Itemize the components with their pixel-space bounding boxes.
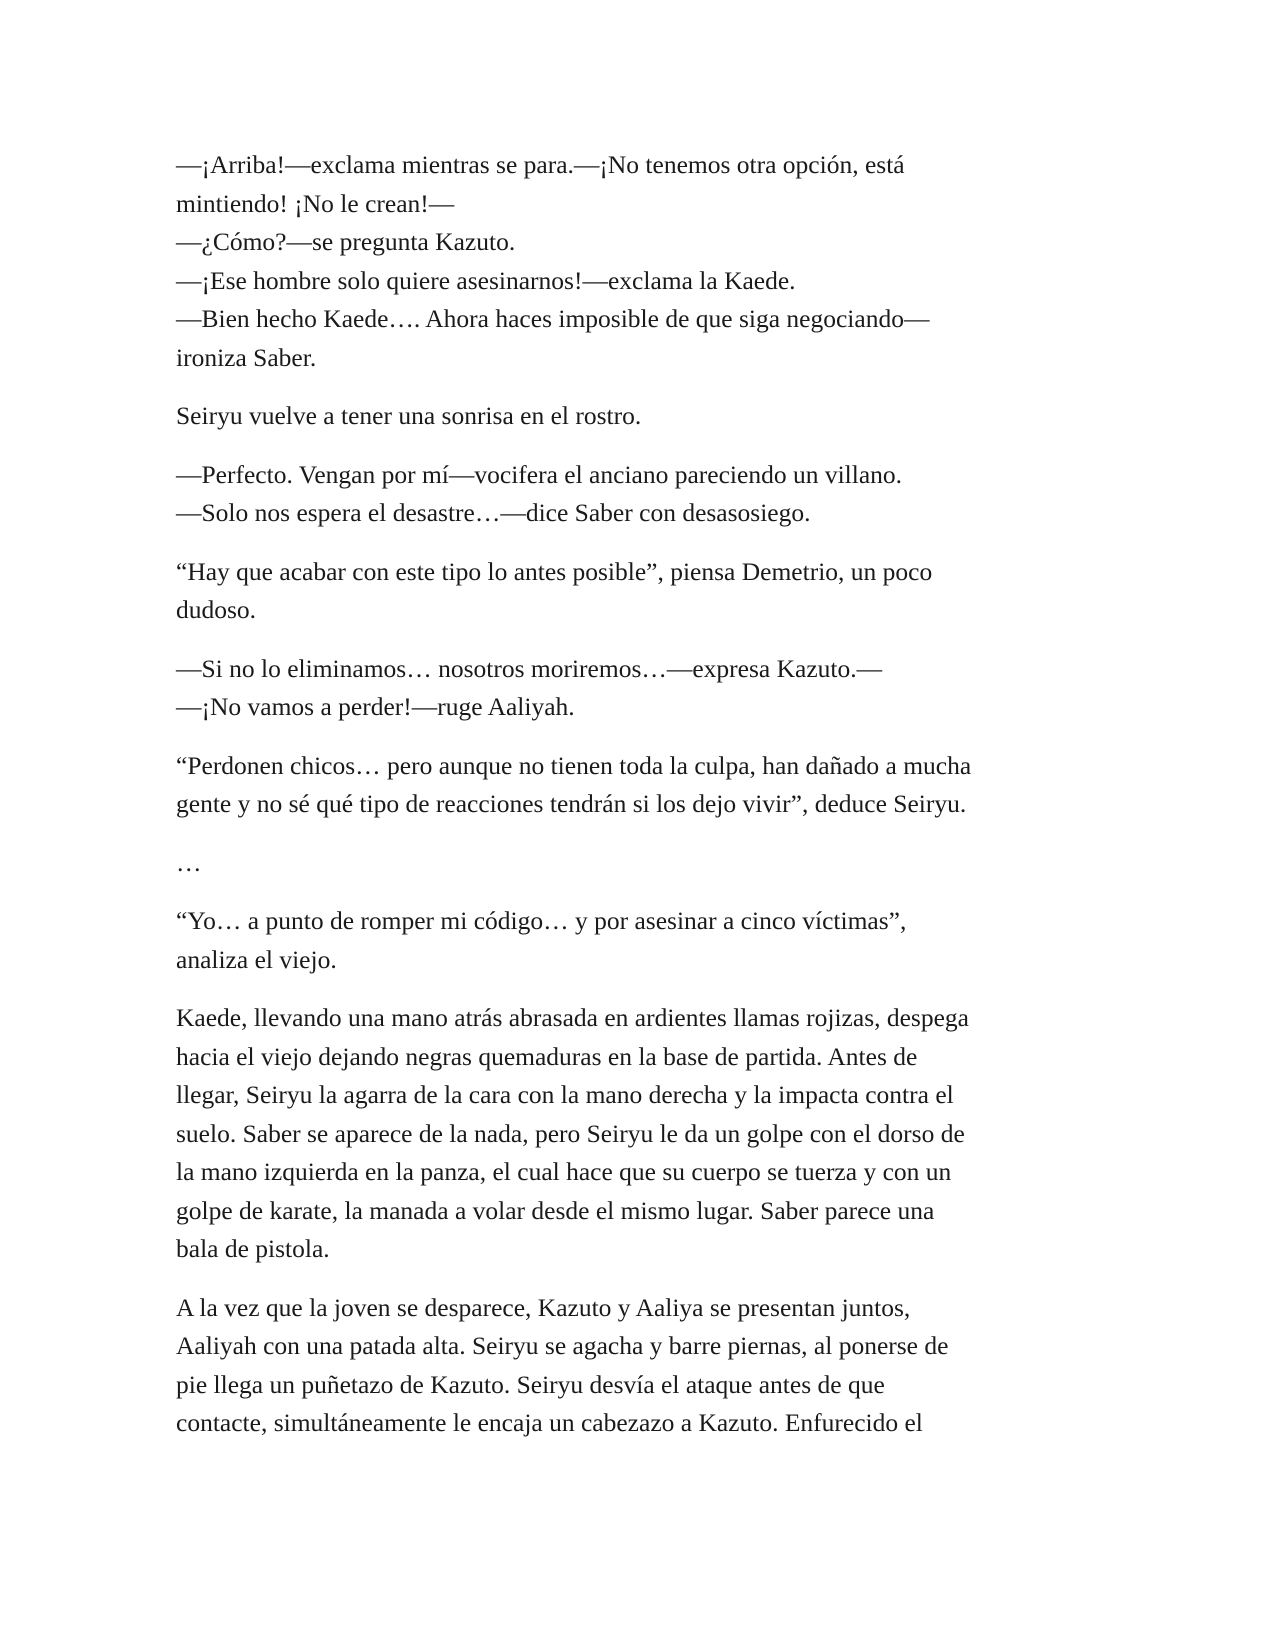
text-line: “Yo… a punto de romper mi código… y por asesinar a cinco víctimas”, xyxy=(176,906,907,935)
text-line: llegar, Seiryu la agarra de la cara con la mano derecha y la impacta contra el xyxy=(176,1080,954,1109)
document-page xyxy=(176,146,1096,1463)
text-line: suelo. Saber se aparece de la nada, pero Seiryu le da un golpe con el dorso de xyxy=(176,1118,965,1148)
text-line: ironiza Saber. xyxy=(176,342,317,372)
paragraph xyxy=(176,844,1096,883)
paragraph xyxy=(176,999,1096,1269)
text-line: —Perfecto. Vengan por mí—vocifera el anciano pareciendo un villano. xyxy=(176,459,903,489)
text-line: gente y no sé qué tipo de reacciones tendrán si los dejo vivir”, deduce Seiryu. xyxy=(176,789,967,818)
paragraph xyxy=(176,1289,1096,1443)
text-line: —¡Arriba!—exclama mientras se para.—¡No tenemos otra opción, está xyxy=(176,150,905,179)
text-line: contacte, simultáneamente le encaja un cabezazo a Kazuto. Enfurecido el xyxy=(176,1408,923,1437)
text-line: analiza el viejo. xyxy=(176,944,337,974)
text-line: Kaede, llevando una mano atrás abrasada en ardientes llamas rojizas, despega xyxy=(176,1003,969,1032)
text-line: “Perdonen chicos… pero aunque no tienen toda la culpa, han dañado a mucha xyxy=(176,750,972,780)
text-line: la mano izquierda en la panza, el cual hace que su cuerpo se tuerza y con un xyxy=(176,1157,952,1186)
paragraph xyxy=(176,650,1096,727)
text-line: “Hay que acabar con este tipo lo antes posible”, piensa Demetrio, un poco xyxy=(176,556,933,586)
text-line: —Bien hecho Kaede…. Ahora haces imposible de que siga negociando— xyxy=(176,304,930,333)
text-line: —¡Ese hombre solo quiere asesinarnos!—exclama la Kaede. xyxy=(176,265,796,295)
text-line: —Solo nos espera el desastre…—dice Saber con desasosiego. xyxy=(176,498,811,527)
text-line: dudoso. xyxy=(176,595,257,624)
paragraph xyxy=(176,747,1096,824)
text-line: golpe de karate, la manada a volar desde el mismo lugar. Saber parece una xyxy=(176,1195,935,1225)
text-line: hacia el viejo dejando negras quemaduras en la base de partida. Antes de xyxy=(176,1041,918,1071)
paragraph xyxy=(176,902,1096,979)
paragraph xyxy=(176,397,1096,436)
text-line: bala de pistola. xyxy=(176,1234,330,1263)
text-line: —¡No vamos a perder!—ruge Aaliyah. xyxy=(176,692,575,721)
text-line: … xyxy=(176,847,202,877)
paragraph xyxy=(176,146,1096,377)
text-line: pie llega un puñetazo de Kazuto. Seiryu desvía el ataque antes de que xyxy=(176,1369,885,1399)
text-line: mintiendo! ¡No le crean!— xyxy=(176,188,455,218)
text-line: —¿Cómo?—se pregunta Kazuto. xyxy=(176,227,516,256)
text-line: A la vez que la joven se desparece, Kazuto y Aaliya se presentan juntos, xyxy=(176,1292,911,1322)
text-line: —Si no lo eliminamos… nosotros moriremos…—expresa Kazuto.— xyxy=(176,653,883,683)
text-line: Seiryu vuelve a tener una sonrisa en el rostro. xyxy=(176,401,642,430)
text-line: Aaliyah con una patada alta. Seiryu se agacha y barre piernas, al ponerse de xyxy=(176,1331,949,1360)
paragraph xyxy=(176,456,1096,533)
paragraph xyxy=(176,553,1096,630)
